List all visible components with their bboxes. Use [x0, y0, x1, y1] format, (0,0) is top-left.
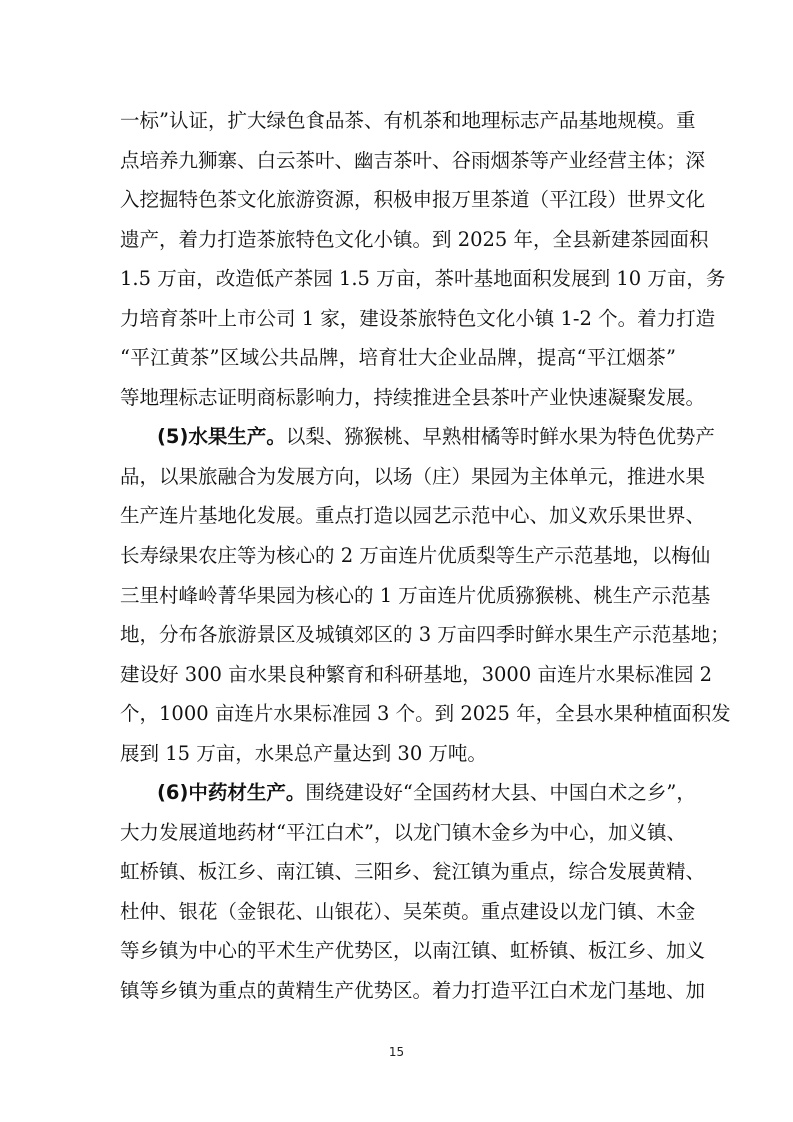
- text-line: 地，分布各旅游景区及城镇郊区的 3 万亩四季时鲜水果生产示范基地；: [120, 623, 730, 646]
- text-line: 展到 15 万亩，水果总产量达到 30 万吨。: [120, 742, 487, 765]
- section-heading-fruit: (5)水果生产。: [157, 425, 286, 448]
- text-line: 等地理标志证明商标影响力，持续推进全县茶叶产业快速凝聚发展。: [120, 386, 706, 409]
- text-line: 个，1000 亩连片水果标准园 3 个。到 2025 年，全县水果种植面积发: [120, 702, 731, 725]
- text-line: 建设好 300 亩水果良种繁育和科研基地，3000 亩连片水果标准园 2: [120, 663, 713, 686]
- text-line: 镇等乡镇为重点的黄精生产优势区。着力打造平江白术龙门基地、加: [120, 979, 706, 1002]
- text-line: 杜仲、银花（金银花、山银花）、吴茱萸。重点建设以龙门镇、木金: [120, 900, 696, 923]
- text-line: 长寿绿果农庄等为核心的 2 万亩连片优质梨等生产示范基地，以梅仙: [120, 544, 711, 567]
- text-line: 等乡镇为中心的平术生产优势区，以南江镇、虹桥镇、板江乡、加义: [120, 939, 706, 962]
- text-line: 力培育茶叶上市公司 1 家，建设茶旅特色文化小镇 1-2 个。着力打造: [120, 307, 716, 330]
- text-line: 点培养九狮寨、白云茶叶、幽吉茶叶、谷雨烟茶等产业经营主体；深: [120, 149, 706, 172]
- text-line: 入挖掘特色茶文化旅游资源，积极申报万里茶道（平江段）世界文化: [120, 188, 706, 211]
- text-line: 大力发展道地药材“平江白术”，以龙门镇木金乡为中心，加义镇、: [120, 821, 686, 844]
- text-line: 虹桥镇、板江乡、南江镇、三阳乡、瓮江镇为重点，综合发展黄精、: [120, 860, 706, 883]
- text-line: 三里村峰岭菁华果园为核心的 1 万亩连片优质猕猴桃、桃生产示范基: [120, 584, 711, 607]
- text-line: 遗产，着力打造茶旅特色文化小镇。到 2025 年，全县新建茶园面积: [120, 228, 709, 251]
- text-line: 生产连片基地化发展。重点打造以园艺示范中心、加义欢乐果世界、: [120, 504, 706, 527]
- page-number: 15: [388, 1045, 405, 1059]
- text-span: 以梨、猕猴桃、早熟柑橘等时鲜水果为特色优势产: [285, 425, 715, 448]
- text-line: 1.5 万亩，改造低产茶园 1.5 万亩，茶叶基地面积发展到 10 万亩，务: [120, 267, 726, 290]
- text-span: 围绕建设好“全国药材大县、中国白术之乡”，: [305, 781, 696, 804]
- text-line: “平江黄茶”区域公共品牌，培育壮大企业品牌，提高“平江烟茶”: [120, 346, 676, 369]
- section-heading-medicine: (6)中药材生产。: [157, 781, 306, 804]
- section-line-medicine: [157, 780, 696, 806]
- text-line: 一标”认证，扩大绿色食品茶、有机茶和地理标志产品基地规模。重: [120, 109, 696, 132]
- section-line-fruit: [157, 424, 715, 450]
- text-line: 品，以果旅融合为发展方向，以场（庄）果园为主体单元，推进水果: [120, 465, 706, 488]
